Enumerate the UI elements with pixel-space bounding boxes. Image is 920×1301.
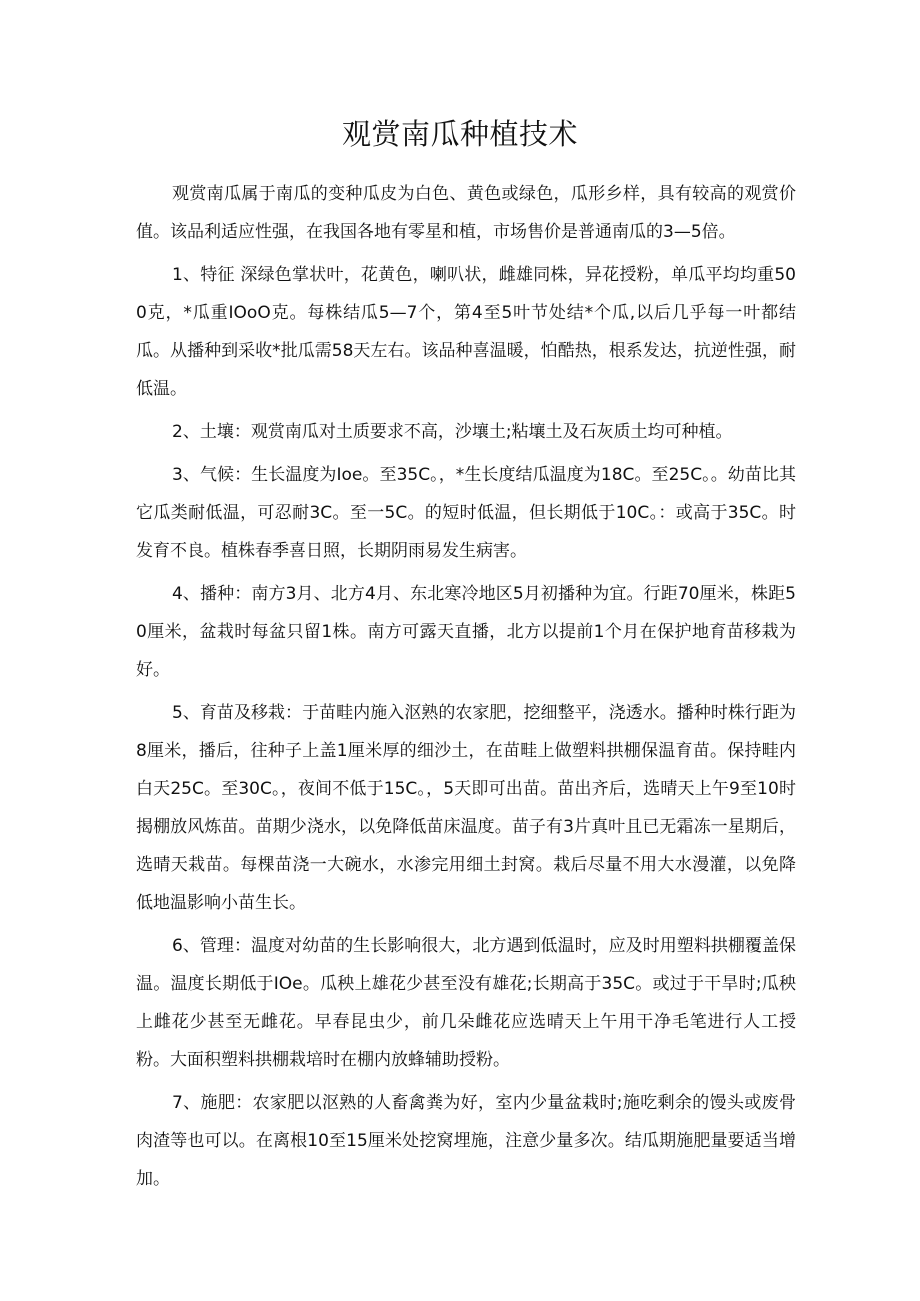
paragraph-intro: 观赏南瓜属于南瓜的变种瓜皮为白色、黄色或绿色，瓜形乡样，具有较高的观赏价值。该品利适应性强，在我国各地有零星和植，市场售价是普通南瓜的3—5倍。 bbox=[136, 184, 796, 242]
paragraph-climate: 3、气候：生长温度为Ioe。至35C。，*生长度结瓜温度为18C。至25C。。幼苗比其它瓜类耐低温，可忍耐3C。至一5C。的短时低温，但长期低于10C。：或高于35C。时发育不良。植株春季喜日照，长期阴雨易发生病害。 bbox=[136, 465, 796, 561]
paragraph-features: 1、特征 深绿色掌状叶，花黄色，喇叭状，雌雄同株，异花授粉，单瓜平均均重500克，*瓜重IOoO克。每株结瓜5—7个，第4至5叶节处结*个瓜,以后几乎每一叶都结瓜。从播种到采收*批瓜需58天左右。该品种喜温暖，怕酷热，根系发达，抗逆性强，耐低温。 bbox=[136, 265, 796, 399]
document-body bbox=[136, 175, 796, 1203]
document-title: 观赏南瓜种植技术 bbox=[341, 117, 578, 151]
paragraph-soil: 2、土壤：观赏南瓜对土质要求不高，沙壤土;粘壤土及石灰质土均可种植。 bbox=[172, 422, 733, 442]
paragraph-sowing: 4、播种：南方3月、北方4月、东北寒冷地区5月初播种为宜。行距70厘米，株距50厘米，盆栽时每盆只留1株。南方可露天直播，北方以提前1个月在保护地育苗移栽为好。 bbox=[136, 584, 796, 680]
paragraph-seedling-transplant: 5、育苗及移栽：于苗畦内施入沤熟的农家肥，挖细整平，浇透水。播种时株行距为8厘米，播后，往种子上盖1厘米厚的细沙土，在苗畦上做塑料拱棚保温育苗。保持畦内白天25C。至30C。，夜间不低于15C。，5天即可出苗。苗出齐后，选晴天上午9至10时揭棚放风炼苗。苗期少浇水，以免降低苗床温度。苗子有3片真叶且已无霜冻一星期后，选晴天栽苗。每棵苗浇一大碗水，水渗完用细土封窝。栽后尽量不用大水漫灌，以免降低地温影响小苗生长。 bbox=[136, 703, 796, 913]
paragraph-fertilizing: 7、施肥：农家肥以沤熟的人畜禽粪为好，室内少量盆栽时;施吃剩余的馒头或废骨肉渣等也可以。在离根10至15厘米处挖窝埋施，注意少量多次。结瓜期施肥量要适当增加。 bbox=[136, 1093, 796, 1189]
paragraph-management: 6、管理：温度对幼苗的生长影响很大，北方遇到低温时，应及时用塑料拱棚覆盖保温。温度长期低于IOe。瓜秧上雄花少甚至没有雄花;长期高于35C。或过于干旱时;瓜秧上雌花少甚至无雌花。早春昆虫少，前几朵雌花应选晴天上午用干净毛笔进行人工授粉。大面积塑料拱棚栽培时在棚内放蜂辅助授粉。 bbox=[136, 936, 796, 1070]
